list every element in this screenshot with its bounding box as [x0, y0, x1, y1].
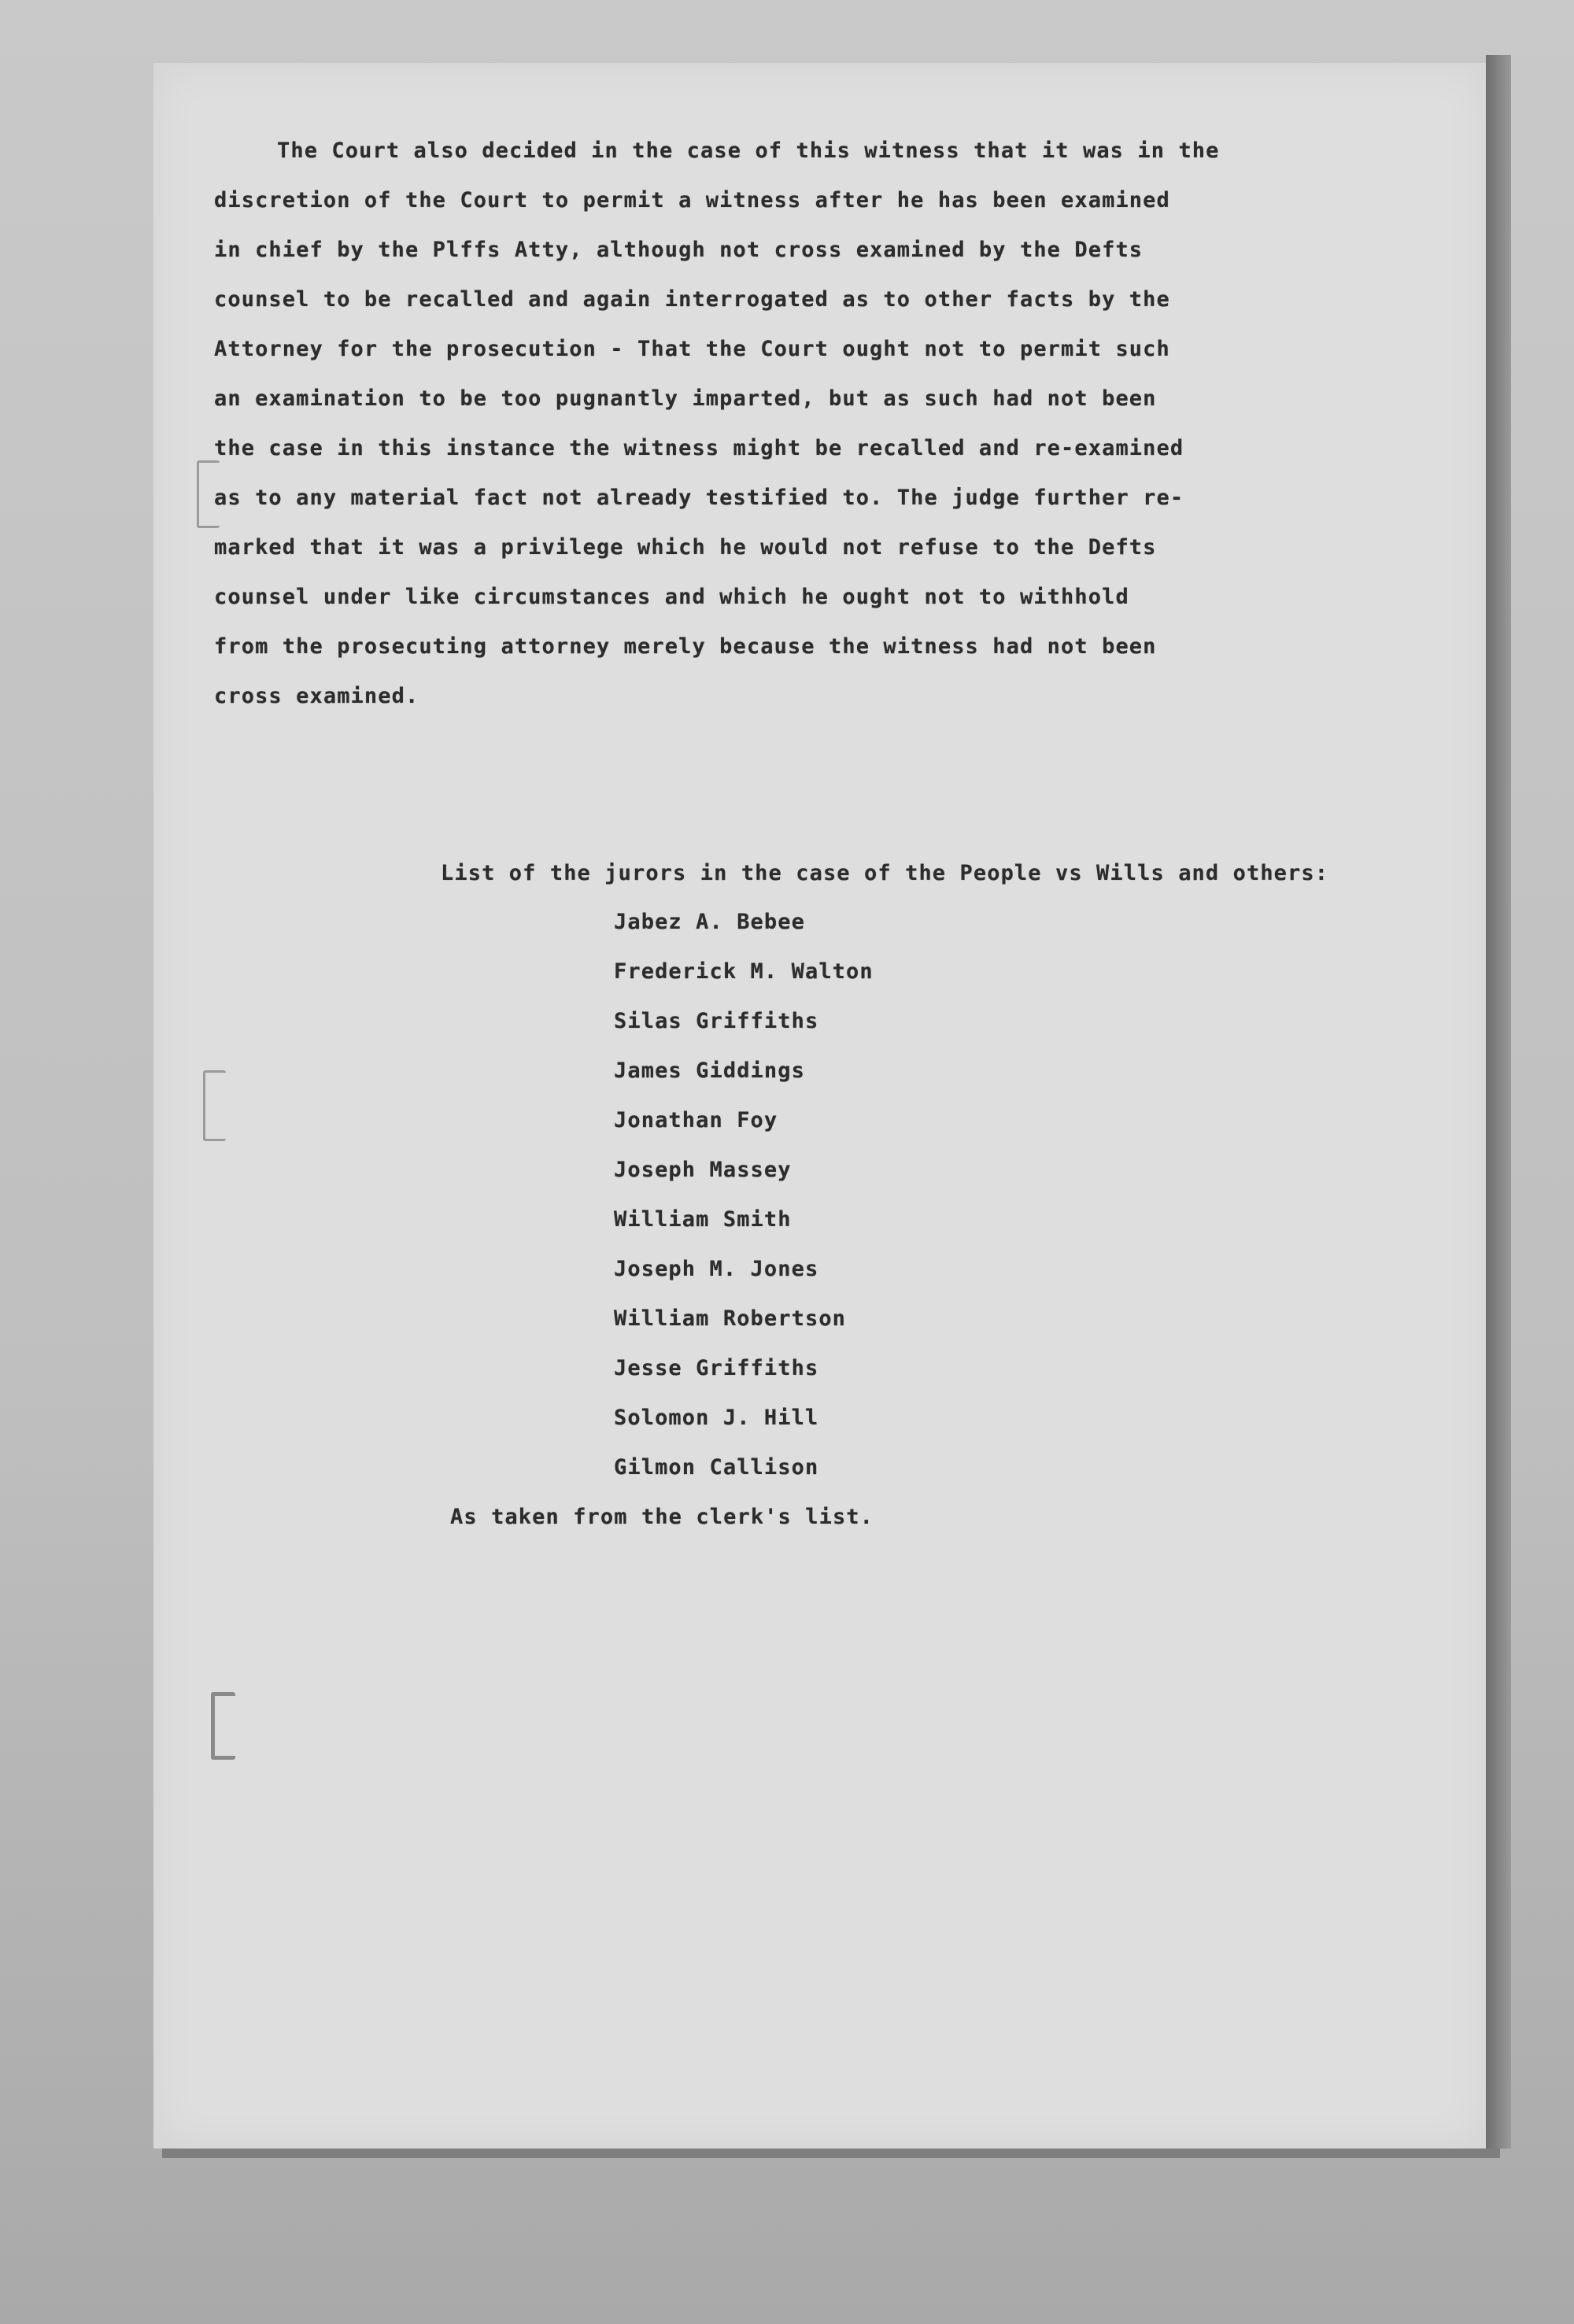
- paragraph-line: marked that it was a privilege which he would not refuse to the Defts: [214, 535, 1157, 560]
- juror-name: Jesse Griffiths: [614, 1356, 819, 1380]
- juror-name: Jabez A. Bebee: [614, 910, 805, 934]
- juror-name: Joseph M. Jones: [614, 1257, 819, 1281]
- juror-name: Jonathan Foy: [614, 1108, 778, 1132]
- paragraph-line: in chief by the Plffs Atty, although not cross examined by the Defts: [214, 238, 1144, 262]
- paragraph-line: counsel to be recalled and again interrogated as to other facts by the: [214, 287, 1170, 312]
- paragraph-line: an examination to be too pugnantly imparted, but as such had not been: [214, 386, 1157, 411]
- paragraph-line: The Court also decided in the case of this witness that it was in the: [277, 139, 1220, 163]
- juror-name: William Smith: [614, 1207, 792, 1232]
- paragraph-line: the case in this instance the witness might be recalled and re-examined: [214, 436, 1184, 460]
- juror-name: Solomon J. Hill: [614, 1406, 819, 1430]
- juror-name: Frederick M. Walton: [614, 959, 874, 984]
- paragraph-line: as to any material fact not already testified to. The judge further re-: [214, 486, 1184, 510]
- paragraph-line: Attorney for the prosecution - That the Court ought not to permit such: [214, 337, 1170, 361]
- juror-name: Joseph Massey: [614, 1158, 792, 1182]
- margin-bracket-mark: [203, 1070, 226, 1141]
- paragraph-line: counsel under like circumstances and which he ought not to withhold: [214, 585, 1129, 609]
- juror-name: Silas Griffiths: [614, 1009, 819, 1033]
- juror-name: Gilmon Callison: [614, 1455, 819, 1480]
- paragraph-line: from the prosecuting attorney merely because the witness had not been: [214, 634, 1157, 659]
- body-paragraph: [214, 126, 1363, 721]
- juror-name: William Robertson: [614, 1306, 847, 1331]
- margin-bracket-mark: [211, 1692, 235, 1760]
- juror-name: James Giddings: [614, 1059, 805, 1083]
- paragraph-line: discretion of the Court to permit a witness after he has been examined: [214, 188, 1170, 212]
- juror-list: [614, 897, 1574, 1492]
- paragraph-line: cross examined.: [214, 684, 419, 708]
- juror-list-heading: List of the jurors in the case of the People vs Wills and others:: [441, 861, 1329, 885]
- list-source-note: As taken from the clerk's list.: [450, 1505, 874, 1529]
